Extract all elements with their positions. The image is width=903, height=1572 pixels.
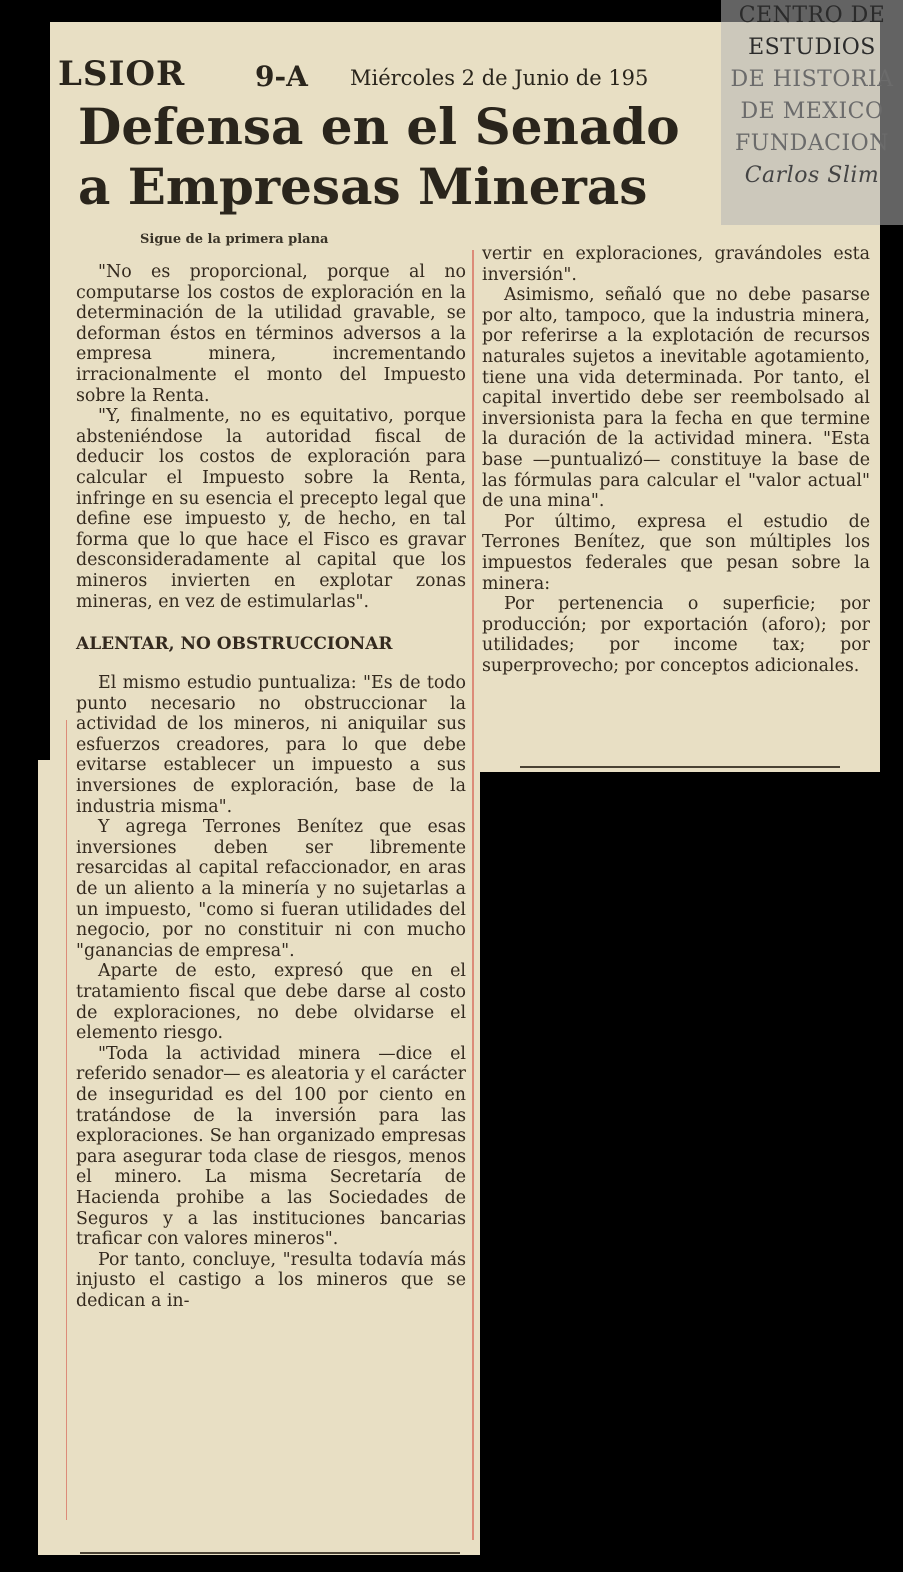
watermark-line: ESTUDIOS <box>748 35 876 60</box>
red-pencil-mark-left <box>66 720 67 1520</box>
headline-line-2: a Empresas Mineras <box>78 157 648 216</box>
watermark-line: FUNDACION <box>735 131 889 156</box>
page-number: 9-A <box>255 60 308 93</box>
paragraph: "No es proporcional, porque al no computarse los costos de exploración en la determinación de la utilidad gravable, se deforman éstos en términos adversos a la empresa minera, incrementando irracionalmente el monto del Impuesto sobre la Renta. <box>76 262 466 406</box>
dateline: Miércoles 2 de Junio de 195 <box>350 66 649 90</box>
column-end-rule-left <box>80 1552 460 1554</box>
paragraph: Asimismo, señaló que no debe pasarse por alto, tampoco, que la industria minera, por referirse a la explotación de recursos naturales sujetos a inevitable agotamiento, tiene una vida determinada. Por tanto, el capital invertido debe ser reembolsado al inversionista para la fecha en que termine la duración de la actividad minera. "Esta base —puntualizó— constituye la base de las fórmulas para calcular el "valor actual" de una mina". <box>482 285 870 512</box>
paragraph: "Y, finalmente, no es equitativo, porque absteniéndose la autoridad fiscal de deducir los costos de exploración para calcular el Impuesto sobre la Renta, infringe en su esencia el precepto legal que define ese impuesto y, de hecho, en tal forma que lo que hace el Fisco es gravar desconsideradamente al capital que los mineros invierten en explotar zonas mineras, en vez de estimularlas". <box>76 406 466 612</box>
article-left-column <box>76 262 466 1312</box>
paragraph: Por último, expresa el estudio de Terrones Benítez, que son múltiples los impuestos federales que pesan sobre la minera: <box>482 511 870 594</box>
continued-note: Sigue de la primera plana <box>140 232 329 247</box>
paragraph: "Toda la actividad minera —dice el referido senador— es aleatoria y el carácter de inseguridad es del 100 por ciento en tratándose de la inversión para las exploraciones. Se han organizado empresas para asegurar toda clase de riesgos, menos el minero. La misma Secretaría de Hacienda prohibe a las Sociedades de Seguros y a las instituciones bancarias traficar con valores mineros". <box>76 1043 466 1250</box>
red-pencil-mark <box>472 250 474 1540</box>
section-subheading: ALENTAR, NO OBSTRUCCIONAR <box>76 634 393 655</box>
paragraph: Aparte de esto, expresó que en el tratamiento fiscal que debe darse al costo de exploraciones, no debe olvidarse el elemento riesgo. <box>76 961 466 1044</box>
paragraph: Y agrega Terrones Benítez que esas inversiones deben ser libremente resarcidas al capital refaccionador, en aras de un aliento a la minería y no sujetarlas a un impuesto, "como si fueran utilidades del negocio, por no constituir ni con mucho "ganancias de empresa". <box>76 817 466 961</box>
paragraph: El mismo estudio puntualiza: "Es de todo punto necesario no obstruccionar la actividad de los mineros, ni aniquilar sus esfuerzos creadores, para lo que debe evitarse establecer un impuesto a sus inversiones de exploración, base de la industria misma". <box>76 673 466 817</box>
watermark-line: CENTRO DE <box>738 3 886 28</box>
paragraph: Por tanto, concluye, "resulta todavía más injusto el castigo a los mineros que se dedican a in- <box>76 1249 466 1311</box>
watermark-line: DE MEXICO <box>740 99 884 124</box>
headline-line-1: Defensa en el Senado <box>78 97 680 156</box>
paragraph: Por pertenencia o superficie; por producción; por exportación (aforo); por utilidades; por income tax; por superprovecho; por conceptos adicionales. <box>482 594 870 676</box>
article-right-column <box>482 244 870 676</box>
newspaper-masthead: LSIOR <box>58 54 186 94</box>
archive-watermark <box>721 0 903 225</box>
watermark-line: DE HISTORIA <box>730 67 894 92</box>
column-end-rule <box>520 766 840 768</box>
paragraph: vertir en exploraciones, gravándoles esta inversión". <box>482 244 870 285</box>
watermark-signature: Carlos Slim <box>744 163 880 188</box>
